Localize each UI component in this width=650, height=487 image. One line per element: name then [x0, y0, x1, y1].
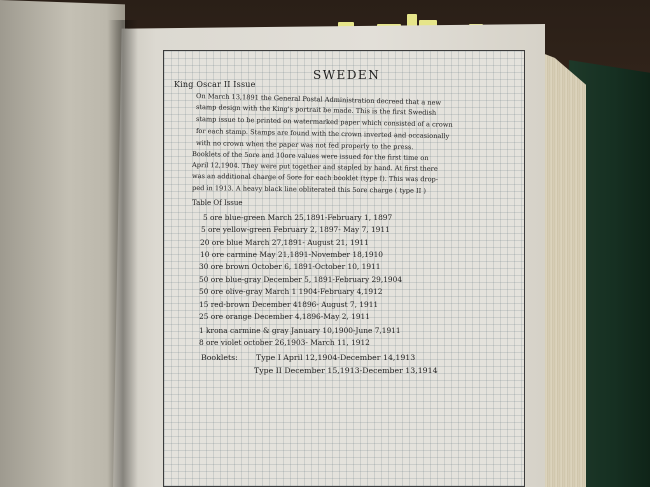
issue-row: 5 ore yellow-green February 2, 1897- May 7, 1911: [201, 225, 390, 234]
issue-row: 8 ore violet october 26,1903- March 11, 1912: [199, 338, 370, 347]
booklet-type-2: Type II December 15,1913-December 13,1914: [254, 366, 438, 375]
spine-shadow: [108, 20, 138, 487]
issue-row: 10 ore carmine May 21,1891-November 18,1910: [200, 250, 383, 259]
issue-row: 50 ore olive-gray March 1 1904-February 4,1912: [199, 287, 383, 296]
issue-row: 25 ore orange December 4,1896-May 2, 1911: [199, 312, 370, 321]
issue-row: 50 ore blue-gray December 5, 1891-February 29,1904: [199, 275, 403, 284]
issue-row: 30 ore brown October 6, 1891-October 10, 1911: [199, 262, 381, 271]
paragraph-line: April 12,1904. They were put together and stapled by hand. At first there: [191, 161, 438, 173]
paragraph-line: with no crown when the paper was not fed properly to the press.: [195, 139, 414, 152]
left-page: [0, 0, 125, 487]
issue-row: 15 red-brown December 41896- August 7, 1911: [199, 300, 379, 309]
paragraph-line: stamp issue to be printed on watermarked paper which consisted of a crown: [195, 115, 453, 129]
paragraph-line: ped in 1913. A heavy black line obliterated this 5ore charge ( type II ): [191, 184, 426, 195]
page-title: SWEDEN: [313, 68, 381, 82]
paragraph-line: was an additional charge of 5ore for each booklet (type I). This was drop-: [191, 172, 439, 184]
issue-row: 5 ore blue-green March 25,1891-February 1, 1897: [203, 213, 393, 222]
paragraph-line: On March 13,1891 the General Postal Administration decreed that a new: [195, 92, 442, 107]
issue-row: 20 ore blue March 27,1891- August 21, 1911: [200, 238, 369, 247]
issue-row: 1 krona carmine & gray January 10,1900-June 7,1911: [199, 326, 401, 335]
booklets-label: Booklets:: [201, 353, 238, 362]
paragraph-line: for each stamp. Stamps are found with the crown inverted and occasionally: [195, 127, 450, 141]
table-of-issue-heading: Table Of Issue: [192, 199, 243, 207]
booklet-type-1: Type I April 12,1904-December 14,1913: [256, 353, 416, 362]
issue-subtitle: King Oscar II Issue: [174, 80, 256, 89]
paragraph-line: stamp design with the King's portrait be made. This is the first Swedish: [195, 103, 437, 117]
paragraph-line: Booklets of the 5ore and 10ore values were issued for the first time on: [191, 150, 429, 163]
